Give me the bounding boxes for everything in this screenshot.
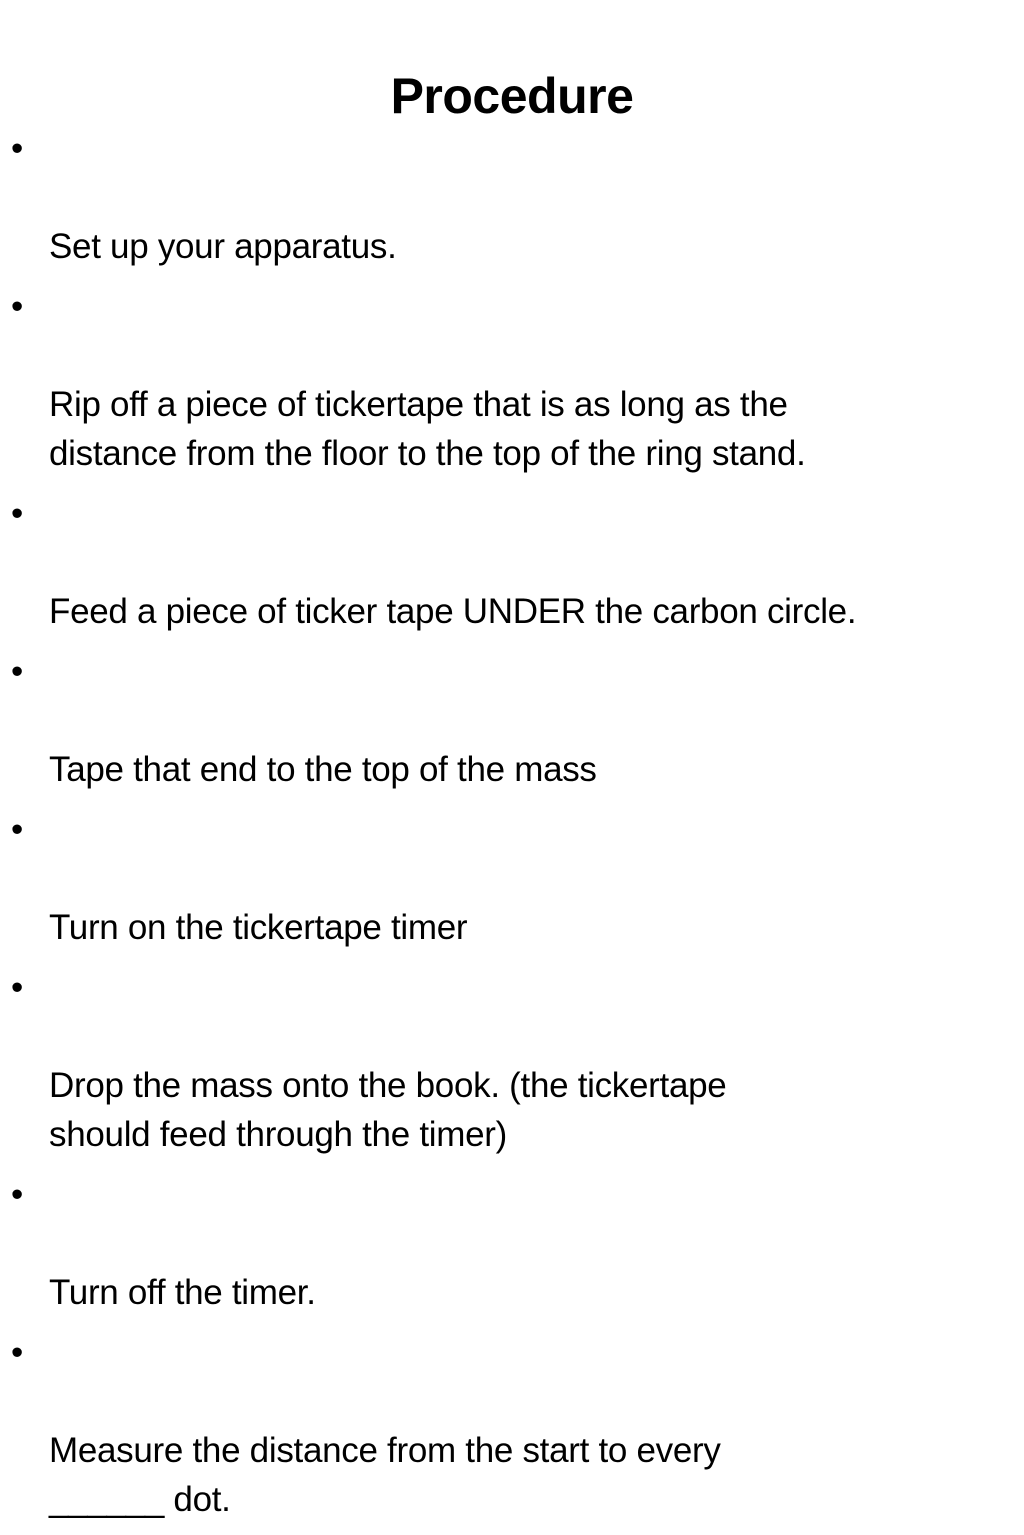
bullet-icon: • xyxy=(11,129,23,168)
bullet-icon: • xyxy=(11,810,23,849)
bullet-icon: • xyxy=(11,1333,23,1372)
slide-title: Procedure xyxy=(390,68,634,124)
bullet-icon: • xyxy=(11,287,23,326)
bullet-icon: • xyxy=(11,494,23,533)
list-item xyxy=(0,647,1024,794)
list-item-text: Turn on the tickertape timer xyxy=(49,908,468,947)
list-item xyxy=(0,805,1024,952)
procedure-list xyxy=(0,124,1024,1535)
list-item xyxy=(0,963,1024,1159)
bullet-icon: • xyxy=(11,1175,23,1214)
list-item-text: Turn off the timer. xyxy=(49,1273,316,1312)
bullet-icon: • xyxy=(11,968,23,1007)
list-item xyxy=(0,124,1024,271)
bullet-icon: • xyxy=(11,652,23,691)
list-item-text: Drop the mass onto the book. (the tickertape should feed through the timer) xyxy=(49,1066,727,1154)
list-item xyxy=(0,282,1024,478)
list-item-text: Measure the distance from the start to every ______ dot. xyxy=(49,1431,721,1519)
list-item-text: Tape that end to the top of the mass xyxy=(49,750,597,789)
list-item xyxy=(0,489,1024,636)
list-item-text: Set up your apparatus. xyxy=(49,227,397,266)
list-item-text: Feed a piece of ticker tape UNDER the carbon circle. xyxy=(49,592,857,631)
list-item xyxy=(0,1328,1024,1524)
list-item xyxy=(0,1170,1024,1317)
list-item-text: Rip off a piece of tickertape that is as long as the distance from the floor to the top of the ring stand. xyxy=(49,385,806,473)
